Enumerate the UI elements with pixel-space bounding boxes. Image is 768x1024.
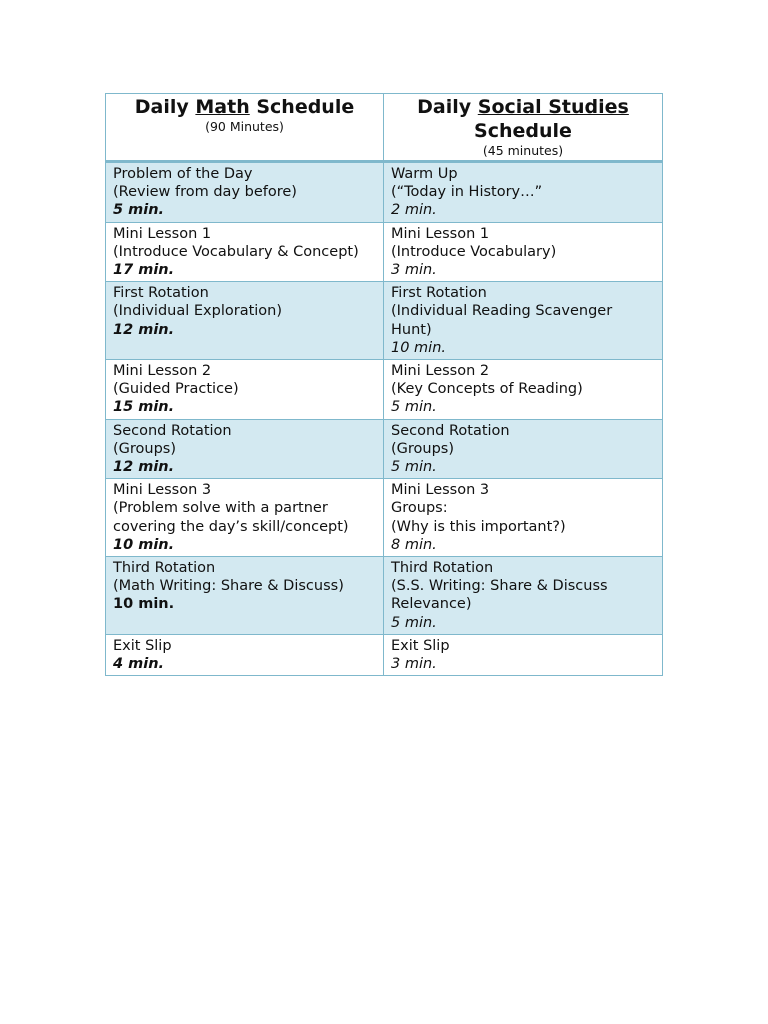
math-cell <box>106 282 384 360</box>
math-subject: Math <box>195 96 250 118</box>
activity-name: Mini Lesson 1 <box>113 225 212 242</box>
activity-time: 5 min. <box>391 614 437 631</box>
social-cell <box>384 222 663 282</box>
activity-desc: Groups: <box>391 500 448 517</box>
table-row <box>106 360 663 420</box>
activity-desc: (Groups) <box>391 440 455 457</box>
activity-name: First Rotation <box>391 285 487 302</box>
activity-time: 10 min. <box>113 536 175 553</box>
social-cell <box>384 634 663 675</box>
social-duration: (45 minutes) <box>482 143 564 158</box>
table-row <box>106 222 663 282</box>
social-cell <box>384 419 663 479</box>
header-row <box>106 94 663 162</box>
activity-name: First Rotation <box>113 285 209 302</box>
table-row <box>106 557 663 635</box>
activity-name: Mini Lesson 2 <box>391 363 490 380</box>
social-title: Daily Social Studies Schedule <box>417 96 629 142</box>
activity-time: 3 min. <box>391 262 437 279</box>
activity-desc: (Introduce Vocabulary) <box>391 243 557 260</box>
math-cell <box>106 557 384 635</box>
activity-desc: (Individual Exploration) <box>113 303 283 320</box>
social-cell <box>384 162 663 223</box>
activity-name: Mini Lesson 3 <box>391 482 490 499</box>
social-subject: Social Studies <box>477 96 629 118</box>
activity-name: Problem of the Day <box>113 166 253 182</box>
table-row <box>106 634 663 675</box>
activity-name: Second Rotation <box>113 422 232 439</box>
activity-name: Mini Lesson 3 <box>113 482 212 499</box>
activity-time: 5 min. <box>391 459 437 476</box>
schedule-table <box>105 93 663 676</box>
table-row <box>106 419 663 479</box>
activity-desc: (Guided Practice) <box>113 381 239 398</box>
activity-time: 8 min. <box>391 536 437 553</box>
activity-desc: (Problem solve with a partner covering the day’s skill/concept) <box>113 500 349 535</box>
activity-desc-extra: (Why is this important?) <box>391 518 566 535</box>
activity-desc: (Individual Reading Scavenger Hunt) <box>391 303 613 338</box>
math-header <box>106 94 384 162</box>
table-row <box>106 282 663 360</box>
activity-time: 5 min. <box>391 399 437 416</box>
social-cell <box>384 479 663 557</box>
math-cell <box>106 634 384 675</box>
activity-desc: (Introduce Vocabulary & Concept) <box>113 243 359 260</box>
activity-name: Second Rotation <box>391 422 510 439</box>
activity-time: 10 min. <box>113 596 175 613</box>
math-title: Daily Math Schedule <box>134 96 355 118</box>
social-cell <box>384 360 663 420</box>
table-row <box>106 162 663 223</box>
math-cell <box>106 360 384 420</box>
activity-time: 12 min. <box>113 459 175 476</box>
activity-name: Mini Lesson 1 <box>391 225 490 242</box>
math-cell <box>106 162 384 223</box>
activity-name: Third Rotation <box>113 560 216 577</box>
social-header <box>384 94 663 162</box>
activity-name: Exit Slip <box>391 637 450 654</box>
social-cell <box>384 282 663 360</box>
activity-desc: (Key Concepts of Reading) <box>391 381 583 398</box>
activity-time: 10 min. <box>391 339 447 356</box>
activity-desc: (Groups) <box>113 440 177 457</box>
social-cell <box>384 557 663 635</box>
activity-time: 5 min. <box>113 202 165 219</box>
math-cell <box>106 419 384 479</box>
activity-time: 17 min. <box>113 262 175 279</box>
activity-time: 15 min. <box>113 399 175 416</box>
math-duration: (90 Minutes) <box>205 119 284 134</box>
math-cell <box>106 479 384 557</box>
activity-desc: (S.S. Writing: Share & Discuss Relevance) <box>391 578 608 613</box>
activity-name: Third Rotation <box>391 560 494 577</box>
activity-desc: (Review from day before) <box>113 184 297 201</box>
activity-time: 2 min. <box>391 202 437 219</box>
activity-time: 4 min. <box>113 656 165 673</box>
activity-name: Mini Lesson 2 <box>113 363 212 380</box>
activity-desc: (Math Writing: Share & Discuss) <box>113 578 344 595</box>
activity-name: Warm Up <box>391 166 458 182</box>
table-row <box>106 479 663 557</box>
activity-name: Exit Slip <box>113 637 172 654</box>
activity-time: 12 min. <box>113 321 175 338</box>
math-cell <box>106 222 384 282</box>
activity-desc: (“Today in History…” <box>391 184 543 201</box>
activity-time: 3 min. <box>391 656 437 673</box>
